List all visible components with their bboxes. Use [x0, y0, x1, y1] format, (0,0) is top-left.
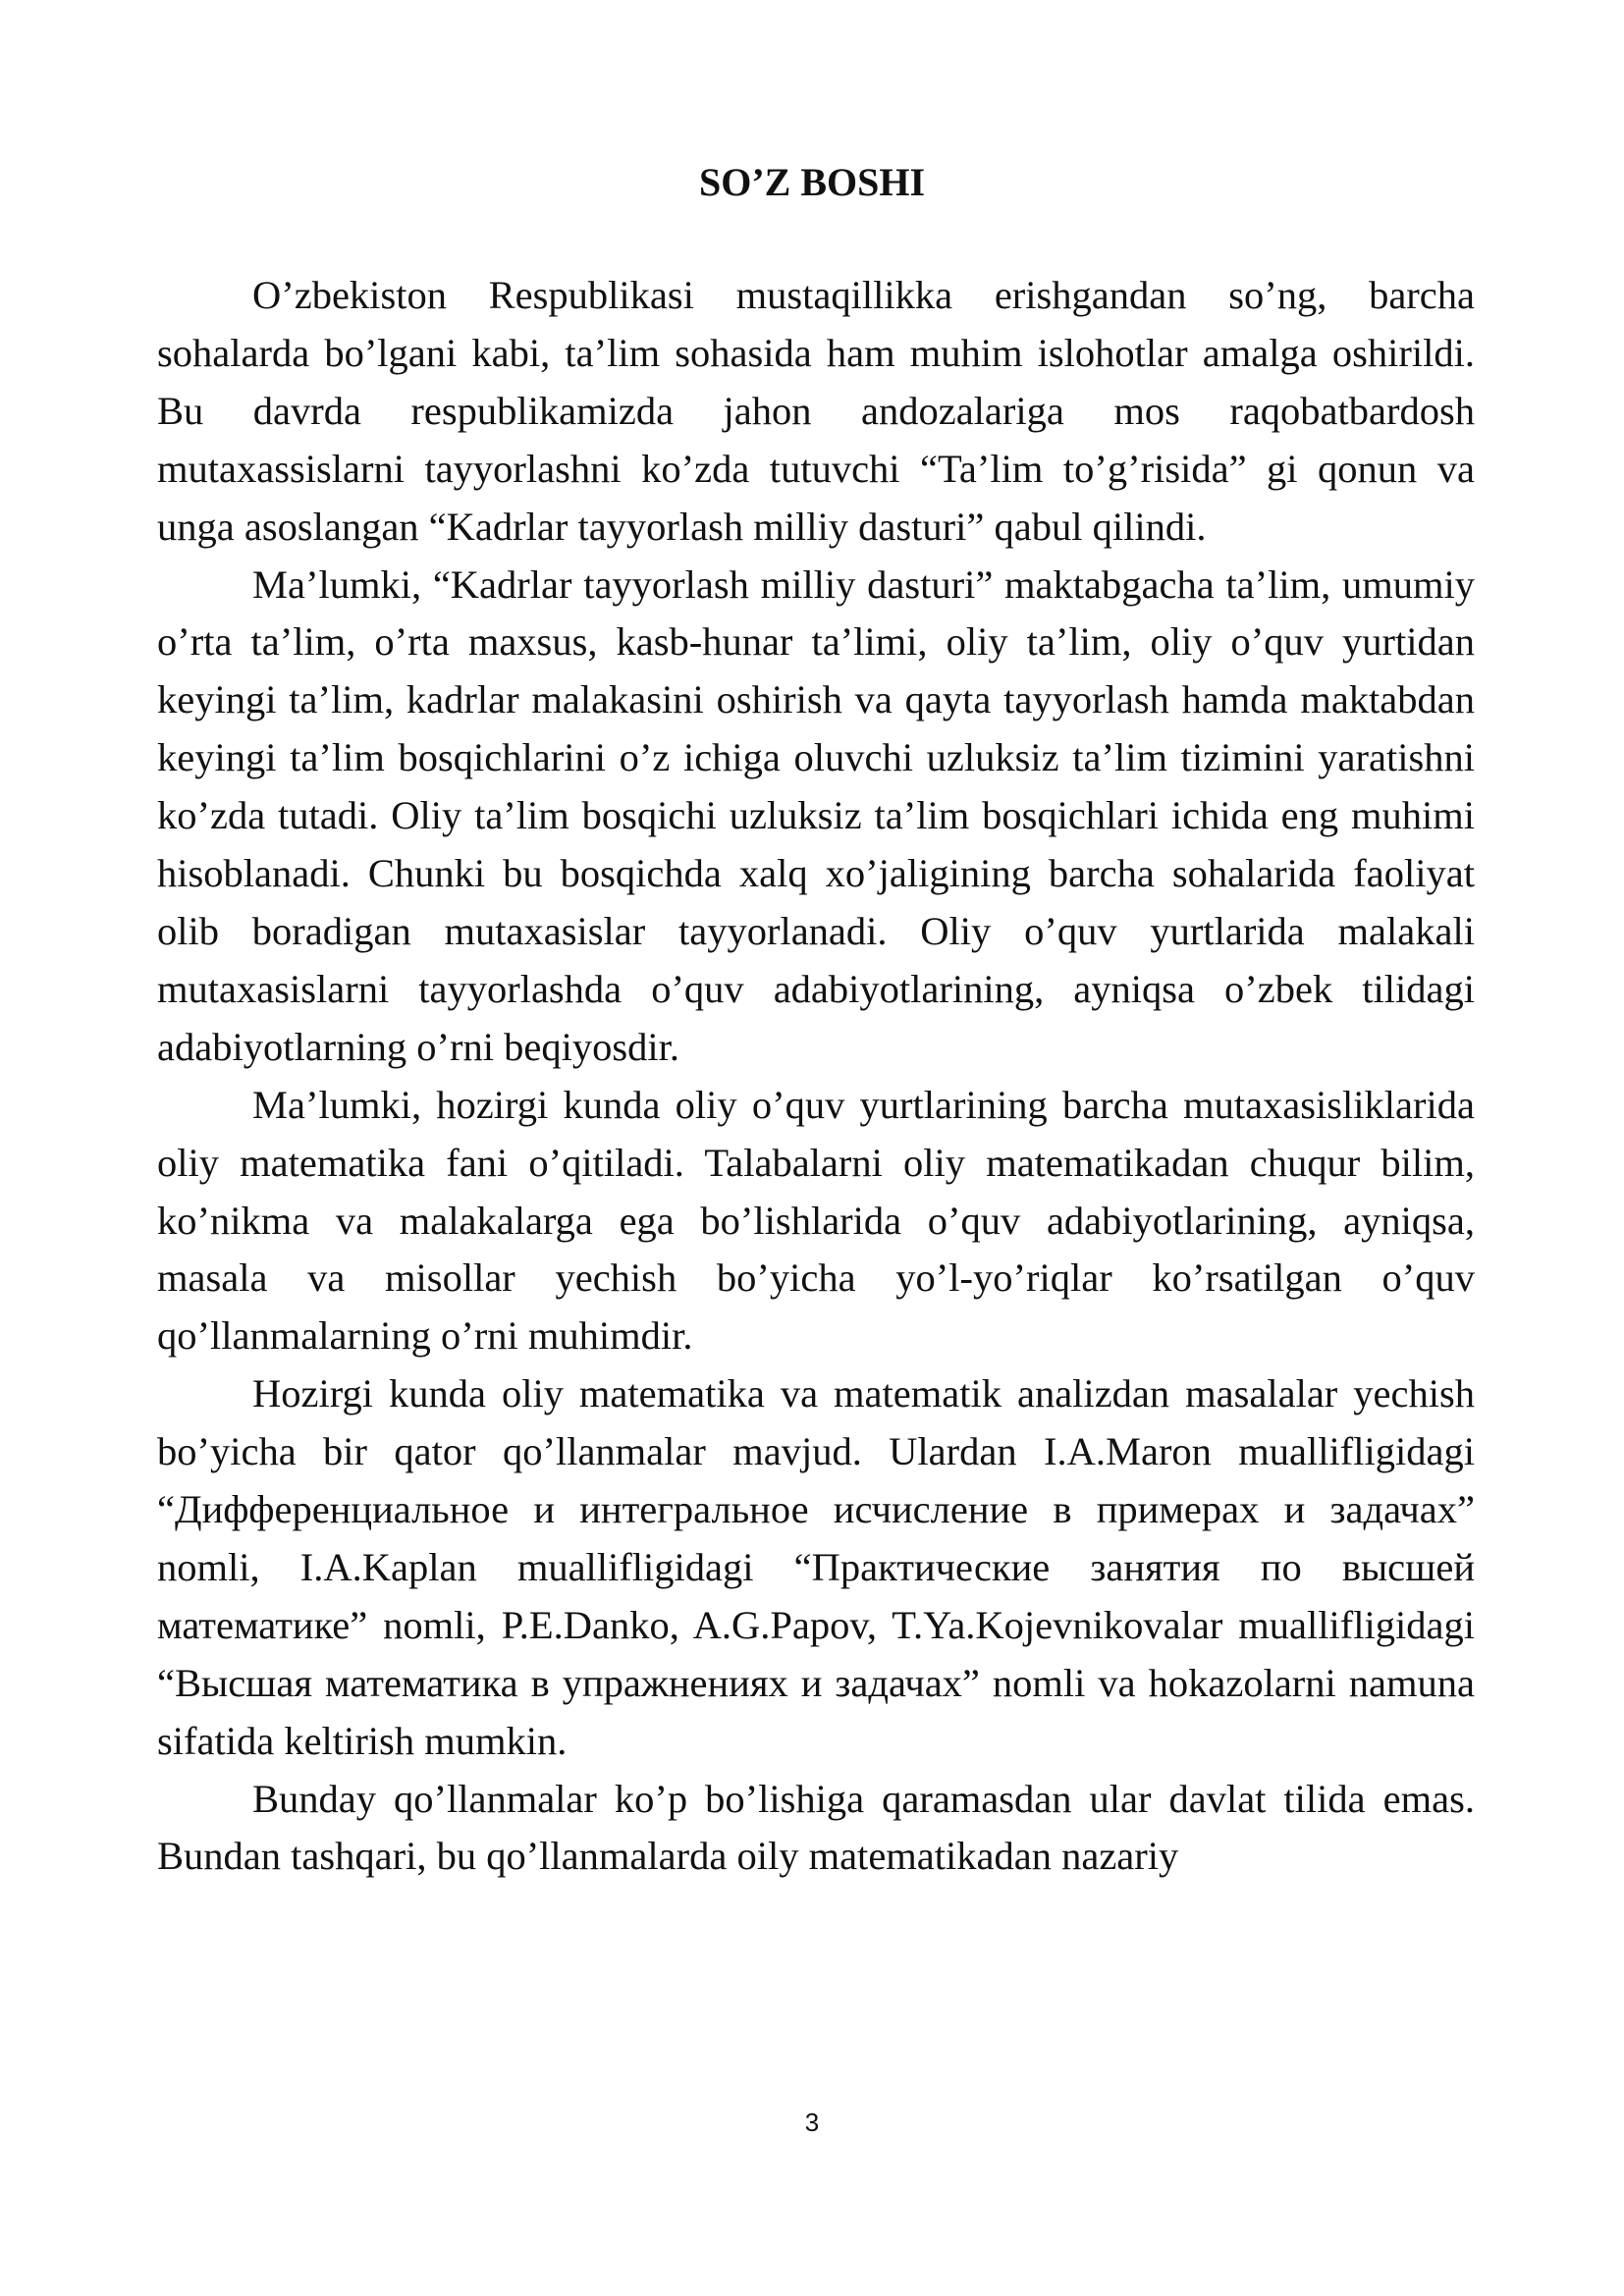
- paragraph-4: Hozirgi kunda oliy matematika va matematik analizdan masalalar yechish bo’yicha bir qator qo’llanmalar mavjud. Ulardan I.A.Maron muallifligidagi “Дифференциальное и интегральное исчисление в примерах и задачах” nomli, I.A.Kaplan muallifligidagi “Практические занятия по высшей математике” nomli, P.E.Danko, A.G.Papov, T.Ya.Kojevnikovalar muallifligidagi “Высшая математика в упражнениях и задачах” nomli va hokazolarni namuna sifatida keltirish mumkin.: [157, 1371, 1475, 1763]
- paragraph-5: Bunday qo’llanmalar ko’p bo’lishiga qaramasdan ular davlat tilida emas. Bundan tashqari, bu qo’llanmalarda oily matematikadan nazariy: [157, 1776, 1475, 1879]
- paragraph-1: O’zbekiston Respublikasi mustaqillikka erishgandan so’ng, barcha sohalarda bo’lgani kabi, ta’lim sohasida ham muhim islohotlar amalga oshirildi. Bu davrda respublikamizda jahon andozalariga mos raqobatbardosh mutaxassislarni tayyorlashni ko’zda tutuvchi “Ta’lim to’g’risida” gi qonun va unga asoslangan “Kadrlar tayyorlash milliy dasturi” qabul qilindi.: [157, 273, 1475, 549]
- page-title: SO’Z BOSHI: [698, 160, 926, 204]
- body-text: [157, 267, 1475, 1886]
- page-number: 3: [804, 2108, 820, 2137]
- paragraph-2: Ma’lumki, “Kadrlar tayyorlash milliy dasturi” maktabgacha ta’lim, umumiy o’rta ta’lim, o’rta maxsus, kasb-hunar ta’limi, oliy ta’lim, oliy o’quv yurtidan keyingi ta’lim, kadrlar malakasini oshirish va qayta tayyorlash hamda maktabdan keyingi ta’lim bosqichlarini o’z ichiga oluvchi uzluksiz ta’lim tizimini yaratishni ko’zda tutadi. Oliy ta’lim bosqichi uzluksiz ta’lim bosqichlari ichida eng muhimi hisoblanadi. Chunki bu bosqichda xalq xo’jaligining barcha sohalarida faoliyat olib boradigan mutaxasislar tayyorlanadi. Oliy o’quv yurtlarida malakali mutaxasislarni tayyorlashda o’quv adabiyotlarining, ayniqsa o’zbek tilidagi adabiyotlarning o’rni beqiyosdir.: [157, 561, 1475, 1069]
- paragraph-3: Ma’lumki, hozirgi kunda oliy o’quv yurtlarining barcha mutaxasisliklarida oliy matematika fani o’qitiladi. Talabalarni oliy matematikadan chuqur bilim, ko’nikma va malakalarga ega bo’lishlarida o’quv adabiyotlarining, ayniqsa, masala va misollar yechish bo’yicha yo’l-yo’riqlar ko’rsatilgan o’quv qo’llanmalarning o’rni muhimdir.: [157, 1082, 1475, 1359]
